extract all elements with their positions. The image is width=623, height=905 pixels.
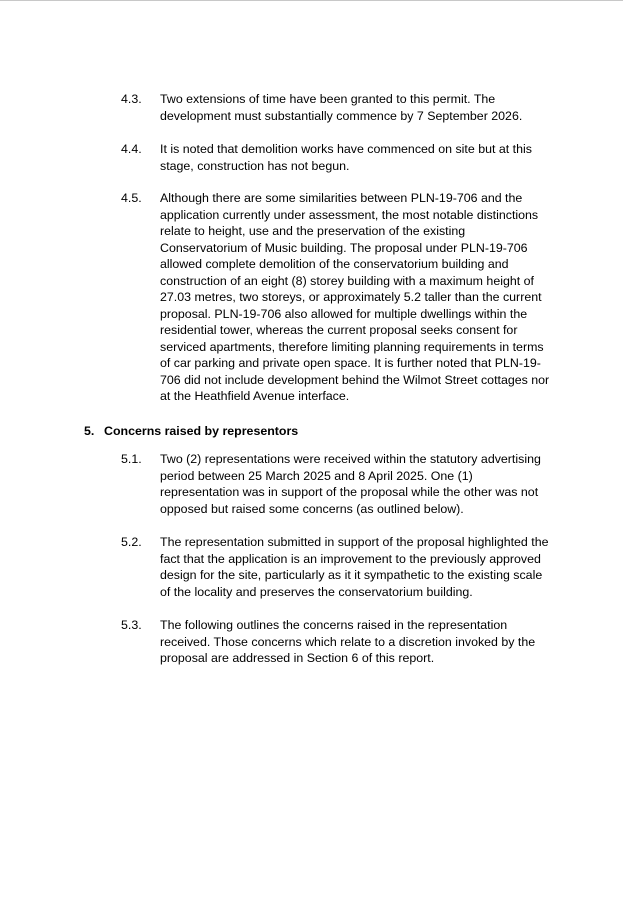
paragraph-text (160, 534, 560, 600)
text-line: relate to height, use and the preservation of the existing (160, 224, 466, 238)
text-line: received. Those concerns which relate to a discretion invoked by the (160, 634, 536, 649)
text-line: Conservatorium of Music building. The proposal under PLN-19-706 (160, 240, 528, 255)
text-line: It is noted that demolition works have commenced on site but at this (160, 142, 532, 156)
text-line: of the locality and preserves the conservatorium building. (160, 584, 473, 599)
text-line: residential tower, whereas the current proposal seeks consent for (160, 323, 518, 337)
text-line: design for the site, particularly as it it sympathetic to the existing scale (160, 568, 543, 582)
text-line: development must substantially commence by 7 September 2026. (160, 108, 523, 123)
text-line: proposal. PLN-19-706 also allowed for multiple dwellings within the (160, 306, 528, 321)
paragraph-number: 5.3. (121, 618, 142, 632)
text-line: The representation submitted in support of the proposal highlighted the (160, 535, 549, 549)
text-line: The following outlines the concerns raised in the representation (160, 618, 508, 632)
paragraph-number: 4.4. (121, 142, 142, 156)
text-line: Two extensions of time have been granted to this permit. The (160, 92, 496, 106)
paragraph-text (160, 617, 560, 667)
paragraph-text (160, 91, 560, 124)
text-line: construction of an eight (8) storey building with a maximum height of (160, 273, 534, 288)
text-line: stage, construction has not begun. (160, 158, 350, 173)
text-line: fact that the application is an improvement to the previously approved (160, 551, 541, 566)
text-line: at the Heathfield Avenue interface. (160, 389, 350, 403)
text-line: Although there are some similarities between PLN-19-706 and the (160, 191, 523, 205)
text-line: allowed complete demolition of the conservatorium building and (160, 257, 509, 271)
text-line: serviced apartments, therefore limiting planning requirements in terms (160, 339, 544, 354)
text-line: opposed but raised some concerns (as outlined below). (160, 501, 464, 516)
text-line: 706 did not include development behind the Wilmot Street cottages nor (160, 372, 550, 387)
text-line: of car parking and private open space. It is further noted that PLN-19- (160, 356, 541, 370)
section-heading (84, 423, 298, 440)
paragraph-text (160, 141, 560, 174)
paragraph-number: 5.1. (121, 452, 142, 466)
text-line: Two (2) representations were received within the statutory advertising (160, 452, 541, 466)
paragraph-number: 5.2. (121, 535, 142, 549)
paragraph-number: 4.5. (121, 191, 142, 205)
paragraph-number: 4.3. (121, 92, 142, 106)
text-line: period between 25 March 2025 and 8 April 2025. One (1) (160, 468, 473, 483)
text-line: proposal are addressed in Section 6 of this report. (160, 651, 435, 665)
text-line: representation was in support of the proposal while the other was not (160, 485, 539, 499)
section-title: Concerns raised by representors (104, 424, 299, 438)
paragraph-text (160, 451, 560, 517)
section-number: 5. (84, 424, 95, 438)
paragraph-text (160, 190, 560, 405)
text-line: application currently under assessment, the most notable distinctions (160, 207, 539, 222)
text-line: 27.03 metres, two storeys, or approximately 5.2 taller than the current (160, 290, 542, 304)
page-top-edge (0, 0, 623, 1)
